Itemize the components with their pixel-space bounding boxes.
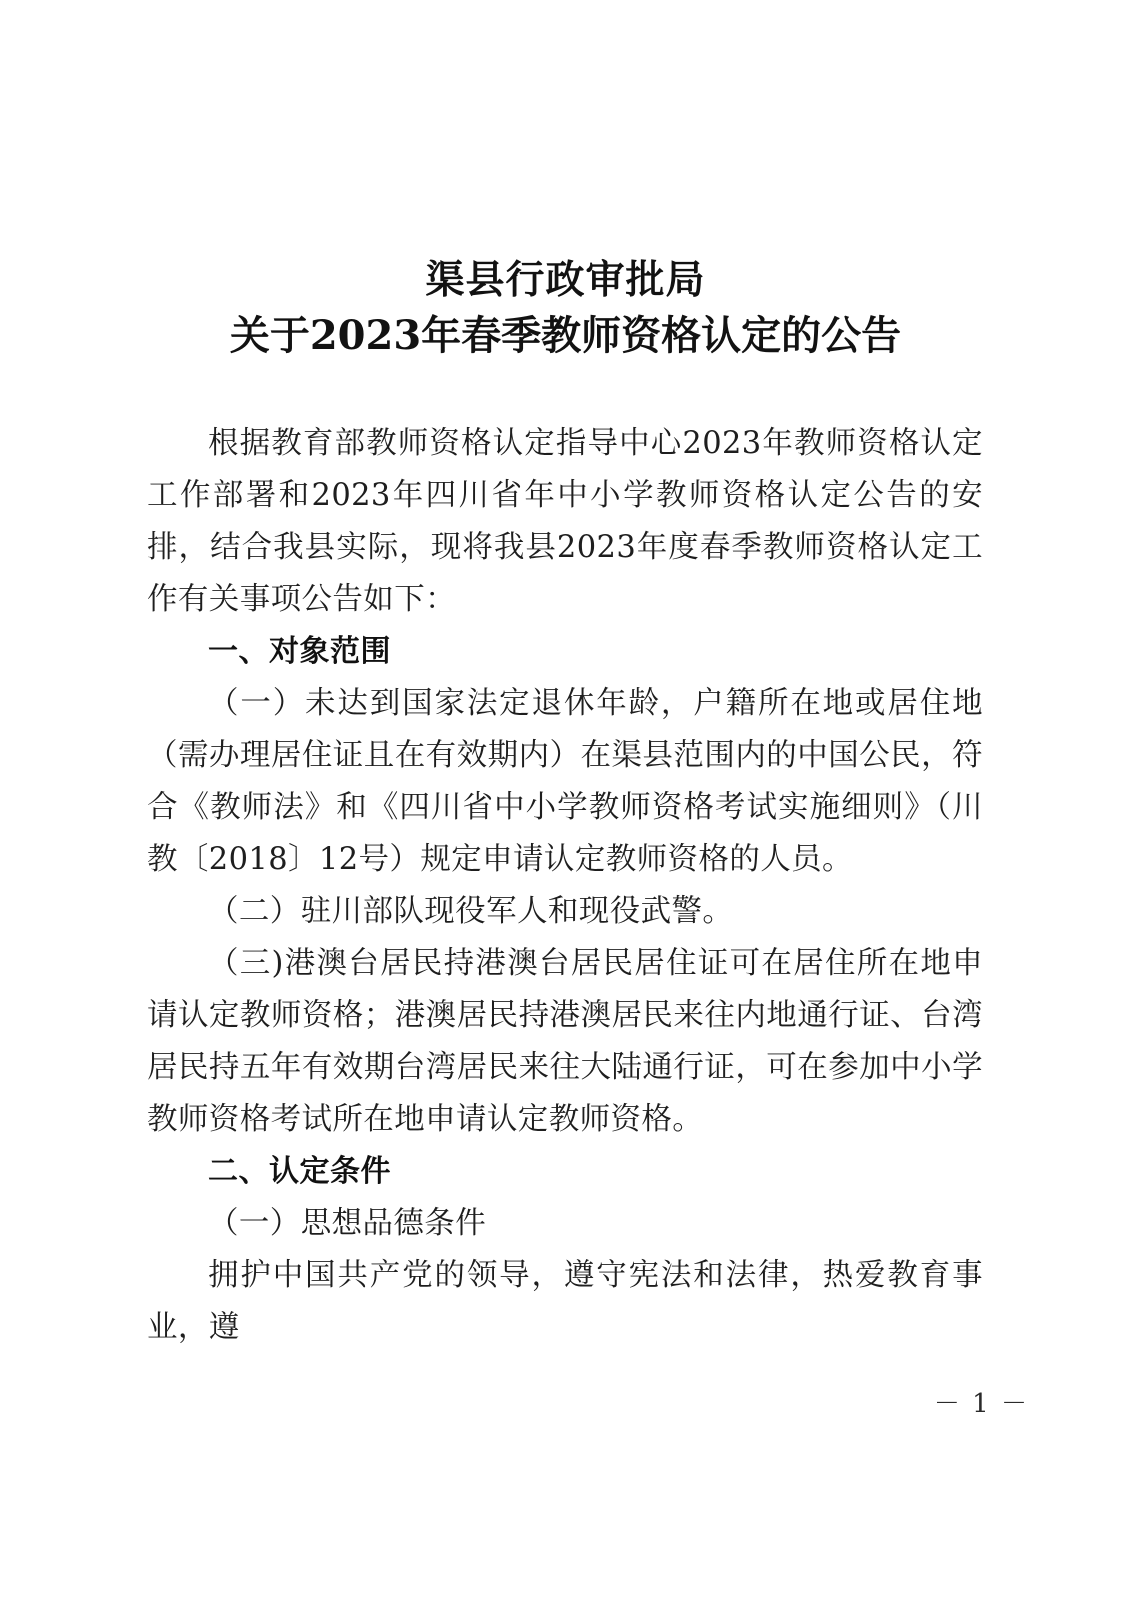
page-number: － 1 － [933,1389,1029,1419]
section-heading-1: 一、对象范围 [208,634,391,669]
intro-paragraph: 根据教育部教师资格认定指导中心2023年教师资格认定工作部署和2023年四川省年中小学教师资格认定公告的安排，结合我县实际，现将我县2023年度春季教师资格认定工作有关事项公告如下： [147,426,983,617]
scope-item-3: （三)港澳台居民持港澳台居民居住证可在居住所在地申请认定教师资格；港澳居民持港澳居民来往内地通行证、台湾居民持五年有效期台湾居民来往大陆通行证，可在参加中小学教师资格考试所在地申请认定教师资格。 [147,946,983,1137]
section-heading-2: 二、认定条件 [208,1154,391,1189]
title-line-issuer: 渠县行政审批局 [425,257,706,303]
scope-item-2: （二）驻川部队现役军人和现役武警。 [208,894,734,929]
page-title [0,252,1131,364]
condition-body-1: 拥护中国共产党的领导，遵守宪法和法律，热爱教育事业，遵 [147,1258,983,1345]
scope-item-1: （一）未达到国家法定退休年龄，户籍所在地或居住地（需办理居住证且在有效期内）在渠县范围内的中国公民，符合《教师法》和《四川省中小学教师资格考试实施细则》（川教〔2018〕12号）规定申请认定教师资格的人员。 [147,686,983,877]
condition-subheading-1: （一）思想品德条件 [208,1206,487,1241]
document-body [147,418,983,1354]
title-line-subject: 关于2023年春季教师资格认定的公告 [229,312,902,359]
